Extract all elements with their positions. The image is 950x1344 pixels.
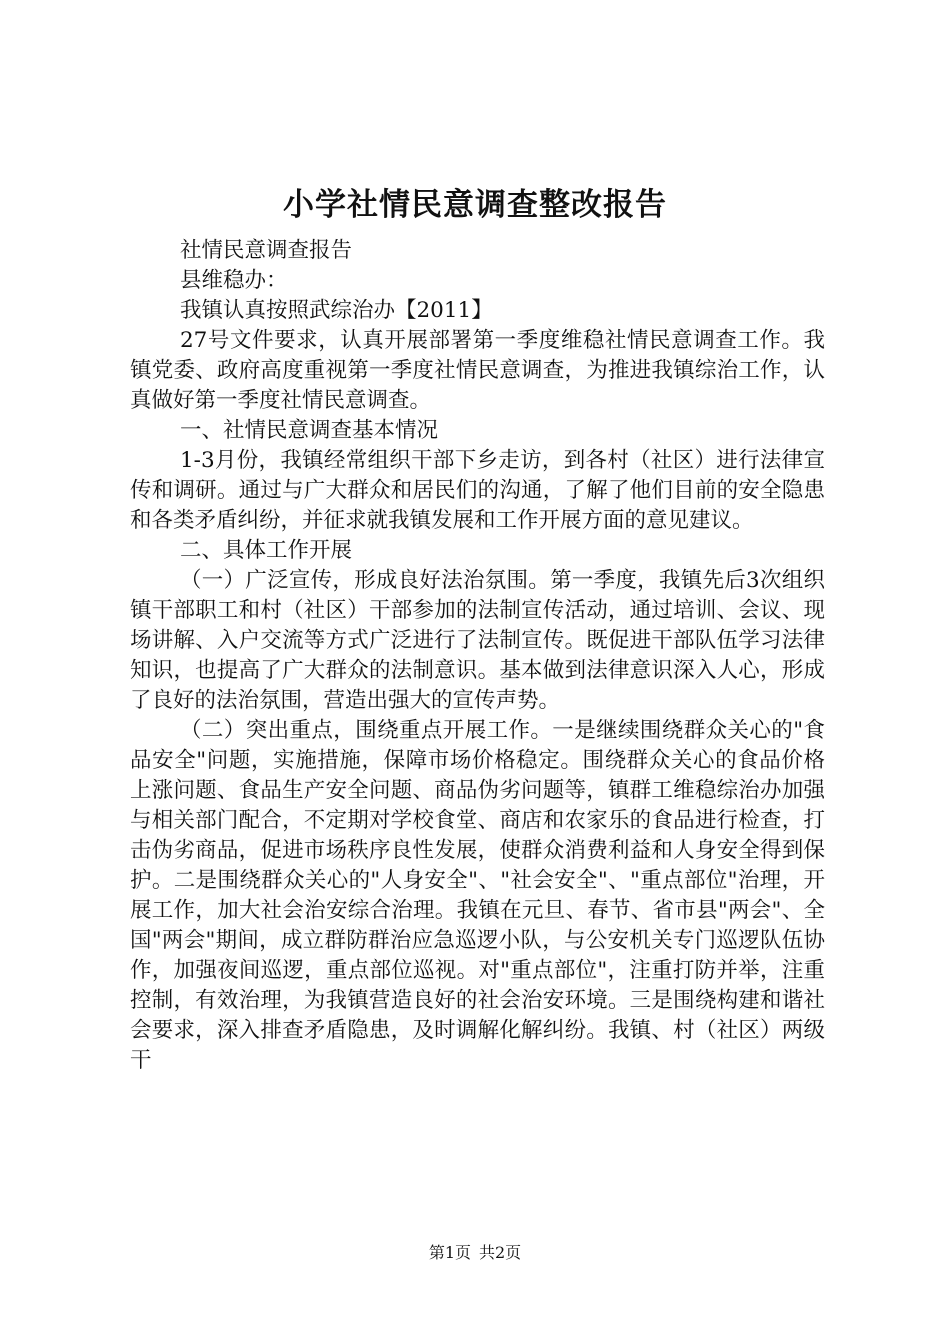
section-heading-1: 一、社情民意调查基本情况 bbox=[180, 418, 439, 443]
paragraph-situation: 1-3月份，我镇经常组织干部下乡走访，到各村（社区）进行法律宣传和调研。通过与广大群众和居民们的沟通，了解了他们目前的安全隐患和各类矛盾纠纷，并征求就我镇发展和工作开展方面的意见建议。 bbox=[130, 448, 825, 533]
page-total: 共2页 bbox=[479, 1243, 522, 1262]
paragraph-key-work: （二）突出重点，围绕重点开展工作。一是继续围绕群众关心的"食品安全"问题，实施措施，保障市场价格稳定。围绕群众关心的食品价格上涨问题、食品生产安全问题、商品伪劣问题等，镇群工维稳综治办加强与相关部门配合，不定期对学校食堂、商店和农家乐的食品进行检查，打击伪劣商品，促进市场秩序良性发展，使群众消费利益和人身安全得到保护。二是围绕群众关心的"人身安全"、"社会安全"、"重点部位"治理，开展工作，加大社会治安综合治理。我镇在元旦、春节、省市县"两会"、全国"两会"期间，成立群防群治应急巡逻小队，与公安机关专门巡逻队伍协作，加强夜间巡逻，重点部位巡视。对"重点部位"，注重打防并举，注重控制，有效治理，为我镇营造良好的社会治安环境。三是围绕构建和谐社会要求，深入排查矛盾隐患，及时调解化解纠纷。我镇、村（社区）两级干 bbox=[130, 718, 825, 1073]
paragraph-addressee: 县维稳办： bbox=[180, 268, 288, 293]
section-heading-2: 二、具体工作开展 bbox=[180, 538, 353, 563]
document-title: 小学社情民意调查整改报告 bbox=[283, 187, 667, 223]
paragraph-reference: 我镇认真按照武综治办【2011】 bbox=[180, 298, 493, 323]
page-footer bbox=[0, 1241, 950, 1265]
paragraph-publicity: （一）广泛宣传，形成良好法治氛围。第一季度，我镇先后3次组织镇干部职工和村（社区）干部参加的法制宣传活动，通过培训、会议、现场讲解、入户交流等方式广泛进行了法制宣传。既促进干部队伍学习法律知识，也提高了广大群众的法制意识。基本做到法律意识深入人心，形成了良好的法治氛围，营造出强大的宣传声势。 bbox=[130, 568, 825, 713]
paragraph-subtitle: 社情民意调查报告 bbox=[180, 238, 353, 263]
page-number: 第1页 bbox=[428, 1243, 471, 1262]
document-body bbox=[130, 236, 825, 1076]
paragraph-intro: 27号文件要求，认真开展部署第一季度维稳社情民意调查工作。我镇党委、政府高度重视第一季度社情民意调查，为推进我镇综治工作，认真做好第一季度社情民意调查。 bbox=[130, 328, 825, 413]
